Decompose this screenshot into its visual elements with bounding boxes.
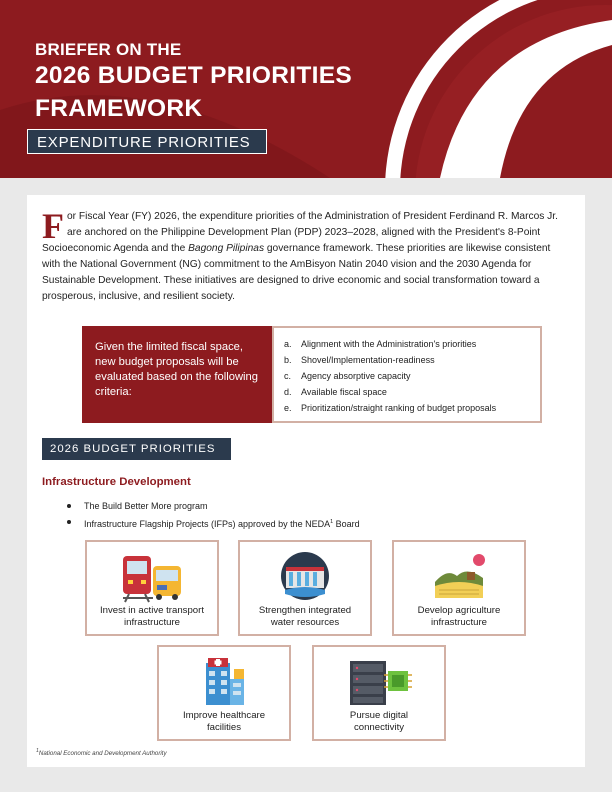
section-subhead: Infrastructure Development — [42, 476, 191, 488]
criteria-text: Shovel/Implementation-readiness — [301, 355, 435, 366]
criteria-letter: a. — [284, 339, 292, 349]
intro-paragraph — [42, 206, 570, 306]
intro-italic: Bagong Pilipinas — [188, 243, 265, 255]
footnote — [36, 748, 167, 757]
criteria-letter: d. — [284, 387, 292, 398]
server-chip-icon — [314, 653, 444, 709]
hospital-icon — [159, 653, 289, 709]
header-banner — [0, 0, 612, 178]
criteria-text: Alignment with the Administration's priorities — [301, 339, 477, 349]
priority-label-line1: Develop agriculture — [417, 605, 501, 616]
priority-label-line1: Improve healthcare — [182, 710, 266, 721]
criteria-item — [284, 384, 540, 400]
priority-label-line2: facilities — [206, 722, 242, 733]
criteria-item — [284, 400, 540, 416]
farm-field-icon — [394, 548, 524, 604]
criteria-text: Available fiscal space — [301, 387, 387, 398]
header-title-line2: FRAMEWORK — [35, 95, 203, 122]
priority-label — [244, 605, 366, 629]
priority-box-transport — [85, 540, 219, 636]
bullet-list — [67, 498, 360, 532]
criteria-item — [284, 336, 540, 352]
priority-box-digital — [312, 645, 446, 741]
header-title-line1: 2026 BUDGET PRIORITIES — [35, 62, 353, 89]
priority-label-line1: Invest in active transport — [100, 605, 204, 616]
header-section-banner: EXPENDITURE PRIORITIES — [27, 129, 267, 154]
criteria-letter: c. — [284, 371, 292, 382]
priority-box-water — [238, 540, 372, 636]
priority-label — [91, 605, 213, 629]
criteria-letter: e. — [284, 403, 292, 414]
footnote-ref: 1 — [330, 519, 334, 525]
dam-icon — [240, 548, 370, 604]
criteria-item — [284, 352, 540, 368]
priority-label — [398, 605, 520, 629]
bullet-text: The Build Better More program — [84, 501, 208, 511]
priority-label-line2: water resources — [270, 617, 340, 628]
bullet-item — [67, 498, 360, 514]
content-card — [27, 195, 585, 767]
intro-text-after: governance framework. These priorities are likewise consistent with the National Government (NG) commitment to the AmBisyon Natin 2040 vision and the 2030 Agenda for Sustainable Development. These initiatives are designed to drive economic and social transformation toward a prosperous, inclusive, and resilient society. — [42, 243, 551, 303]
criteria-text: Agency absorptive capacity — [301, 371, 411, 382]
priority-label-line1: Pursue digital — [349, 710, 409, 721]
priority-label — [163, 710, 285, 734]
intro-dropcap: F — [42, 206, 64, 246]
priority-label-line2: connectivity — [353, 722, 405, 733]
section-banner: 2026 BUDGET PRIORITIES — [42, 438, 231, 460]
footnote-text: National Economic and Development Authority — [38, 750, 167, 758]
criteria-list — [272, 326, 542, 423]
priority-label — [318, 710, 440, 734]
criteria-intro-box — [82, 326, 273, 423]
header-pretitle: BRIEFER ON THE — [35, 40, 182, 59]
priority-label-line2: infrastructure — [431, 617, 487, 628]
criteria-text: Prioritization/straight ranking of budget proposals — [301, 403, 497, 414]
criteria-item — [284, 368, 540, 384]
priority-label-line2: infrastructure — [124, 617, 180, 628]
bullet-text: Infrastructure Flagship Projects (IFPs) approved by the NEDA — [84, 519, 331, 529]
intro-text-before: or Fiscal Year (FY) 2026, the expenditure priorities of the Administration of President Ferdinand R. Marcos Jr. are anchored on the Philippine Development Plan (PDP) 2023–2028, aligned with the President's 8-Point Socioeconomic Agenda and the — [42, 211, 558, 255]
bullet-text: Board — [333, 519, 360, 529]
criteria-intro-text: Given the limited fiscal space, new budget proposals will be evaluated based on the following criteria: — [95, 341, 258, 398]
priority-label-line1: Strengthen integrated — [258, 605, 352, 616]
train-bus-icon — [87, 548, 217, 604]
priority-box-healthcare — [157, 645, 291, 741]
bullet-item — [67, 514, 360, 532]
criteria-letter: b. — [284, 355, 292, 366]
priority-box-agriculture — [392, 540, 526, 636]
footnote-marker: 1 — [36, 748, 39, 754]
